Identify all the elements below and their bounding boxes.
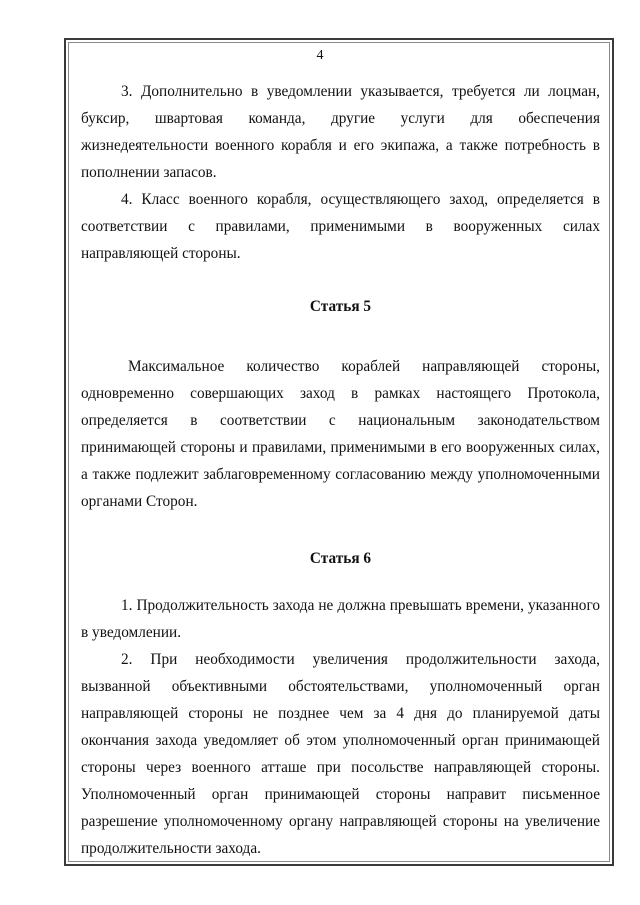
document-body [81,78,600,862]
article-5-title: Статья 5 [309,298,372,315]
article-6-paragraph-2: 2. При необходимости увеличения продолжительности захода, вызванной объективными обстоятельствами, уполномоченный орган направляющей стороны не позднее чем за 4 дня до планируемой даты окончания захода уведомляет об этом уполномоченный орган принимающей стороны через военного атташе при посольстве направляющей стороны. Уполномоченный орган принимающей стороны направит письменное разрешение уполномоченному органу направляющей стороны на увеличение продолжительности захода. [81,651,600,857]
article-6-title: Статья 6 [309,550,372,567]
page-number: 4 [316,48,324,63]
article-5-text: Максимальное количество кораблей направляющей стороны, одновременно совершающих заход в рамках настоящего Протокола, определяется в соответствии с национальным законодательством принимающей стороны и правилами, применимыми в его вооруженных силах, а также подлежит заблаговременному согласованию между уполномоченными органами Сторон. [81,358,600,510]
article-6-paragraph-1: 1. Продолжительность захода не должна превышать времени, указанного в уведомлении. [81,597,600,641]
paragraph-3: 3. Дополнительно в уведомлении указывается, требуется ли лоцман, буксир, швартовая команда, другие услуги для обеспечения жизнедеятельности военного корабля и его экипажа, а также потребность в пополнении запасов. [81,83,600,181]
paragraph-4: 4. Класс военного корабля, осуществляющего заход, определяется в соответствии с правилами, применимыми в вооруженных силах направляющей стороны. [81,191,600,262]
